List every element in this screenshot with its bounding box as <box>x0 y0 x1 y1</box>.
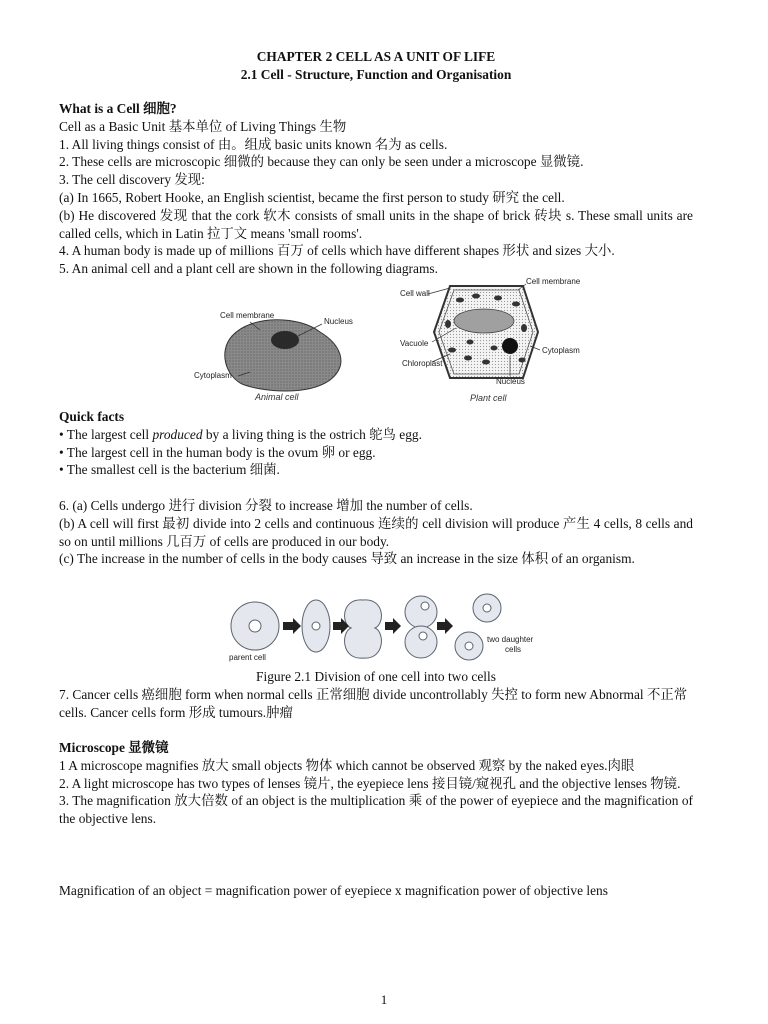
text-line: Cell as a Basic Unit 基本单位 of Living Things 生物 <box>59 118 347 134</box>
text-line: (b) He discovered 发现 that the cork 软木 consists of small units in the shape of brick 砖块 s. These small units are called cells, which in Latin 拉丁文 means 'small rooms'. <box>59 207 693 241</box>
section-what-is-cell <box>59 100 693 278</box>
text-line: 2. These cells are microscopic 细微的 because they can only be seen under a microscope 显微镜. <box>59 154 584 170</box>
section-cell-division <box>59 497 693 568</box>
cell-division-figure <box>225 590 545 670</box>
text-line: 4. A human body is made up of millions 百万 of cells which have different shapes 形状 and sizes 大小. <box>59 243 615 259</box>
animal-cell-diagram <box>190 300 370 405</box>
section-heading: Quick facts <box>59 409 125 424</box>
fact-line: • The largest cell in the human body is the ovum 卵 or egg. <box>59 444 376 460</box>
fact-line: • The smallest cell is the bacterium 细菌. <box>59 462 280 478</box>
text-line: (a) In 1665, Robert Hooke, an English scientist, became the first person to study 研究 the cell. <box>59 189 565 205</box>
figure-caption <box>59 668 693 686</box>
label-cytoplasm: Cytoplasm <box>542 346 580 355</box>
chapter-title-text: CHAPTER 2 CELL AS A UNIT OF LIFE <box>256 49 496 64</box>
text-line: 6. (a) Cells undergo 进行 division 分裂 to increase 增加 the number of cells. <box>59 498 473 513</box>
label-parent-cell: parent cell <box>229 653 266 662</box>
plant-cell-caption: Plant cell <box>470 393 507 403</box>
label-daughter-cells-2: cells <box>505 645 522 654</box>
label-cell-wall: Cell wall <box>400 289 430 298</box>
animal-cell-caption: Animal cell <box>255 392 299 402</box>
section-heading: What is a Cell 细胞? <box>59 101 177 116</box>
section-subtitle: 2.1 Cell - Structure, Function and Organisation <box>240 66 512 82</box>
section-cancer-cells <box>59 686 693 722</box>
chapter-title <box>59 48 693 84</box>
text-line: 7. Cancer cells 癌细胞 form when normal cells 正常细胞 divide uncontrollably 失控 to form new Abnormal 不正常 cells. Cancer cells form 形成 tumours.肿瘤 <box>59 687 688 720</box>
text-line: 1 A microscope magnifies 放大 small objects 物体 which cannot be observed 观察 by the naked eyes.肉眼 <box>59 757 635 773</box>
label-cell-membrane: Cell membrane <box>220 311 275 320</box>
label-nucleus: Nucleus <box>496 377 525 386</box>
text-line: 3. The magnification 放大倍数 of an object is the multiplication 乘 of the power of eyepiece and the magnification of the objective lens. <box>59 793 693 827</box>
animal-cell-nucleus <box>271 331 299 349</box>
label-cytoplasm: Cytoplasm <box>194 371 232 380</box>
plant-cell-diagram <box>398 276 598 406</box>
animal-cell-body <box>225 320 341 391</box>
label-vacuole: Vacuole <box>400 339 429 348</box>
fact-text: • The largest cell <box>59 426 153 442</box>
section-quick-facts <box>59 408 693 479</box>
fact-line <box>59 426 693 444</box>
text-line: 3. The cell discovery 发现: <box>59 172 205 188</box>
magnification-formula <box>59 882 693 900</box>
label-daughter-cells-1: two daughter <box>487 635 534 644</box>
text-line: (c) The increase in the number of cells in the body causes 导致 an increase in the size 体积 of an organism. <box>59 551 635 567</box>
fact-text: by a living thing is the ostrich 鸵鸟 egg. <box>202 426 422 442</box>
text-line: 2. A light microscope has two types of lenses 镜片, the eyepiece lens 接目镜/窥视孔 and the objective lenses 物镜. <box>59 775 681 791</box>
label-cell-membrane: Cell membrane <box>526 277 581 286</box>
formula-text: Magnification of an object = magnification power of eyepiece x magnification power of objective lens <box>59 883 608 898</box>
text-line: (b) A cell will first 最初 divide into 2 cells and continuous 连续的 cell division will produce 产生 4 cells, 8 cells and so on until millions 几百万 of cells are produced in our body. <box>59 515 693 549</box>
section-heading: Microscope 显微镜 <box>59 740 169 755</box>
figure-caption-text: Figure 2.1 Division of one cell into two cells <box>256 669 496 684</box>
label-chloroplast: Chloroplast <box>402 359 443 368</box>
text-line: 5. An animal cell and a plant cell are shown in the following diagrams. <box>59 261 438 277</box>
label-nucleus: Nucleus <box>324 317 353 326</box>
page-number: 1 <box>380 992 388 1007</box>
plant-cell-vacuole <box>454 309 514 333</box>
fact-emphasis: produced <box>152 426 203 442</box>
text-line: 1. All living things consist of 由。组成 basic units known 名为 as cells. <box>59 136 448 152</box>
section-microscope <box>59 739 693 828</box>
plant-cell-nucleus <box>502 338 518 354</box>
